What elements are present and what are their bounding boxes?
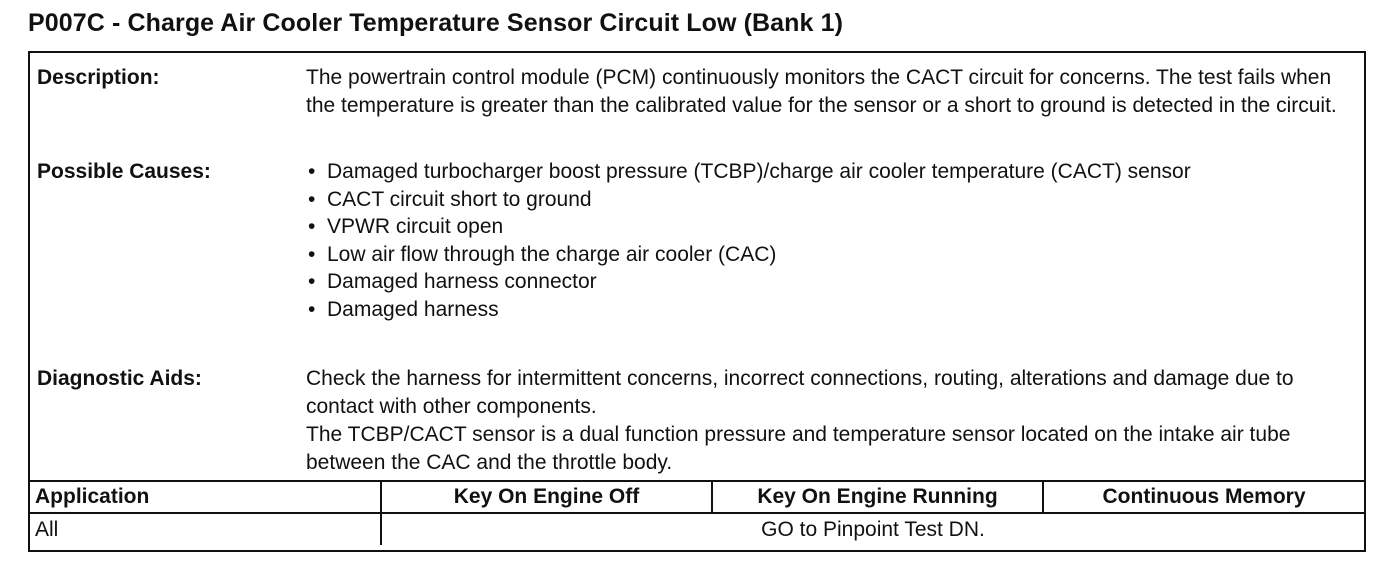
cause-item-text: Damaged harness <box>327 297 499 321</box>
cause-item-text: VPWR circuit open <box>327 215 504 238</box>
column-header-continuous-memory: Continuous Memory <box>1043 481 1364 513</box>
cause-item <box>306 268 1356 296</box>
bullet-glyph: • <box>308 297 316 321</box>
diagnostic-aids-text <box>306 365 1356 477</box>
pinpoint-test-cell: GO to Pinpoint Test DN. <box>381 513 1364 545</box>
description-text: The powertrain control module (PCM) continuously monitors the CACT circuit for concerns. The test fails when the temperature is greater than the calibrated value for the sensor or a short to ground is detected in the circuit. <box>306 66 1337 117</box>
column-header-koeo: Key On Engine Off <box>381 481 712 513</box>
diagnostic-aids-paragraph: Check the harness for intermittent concerns, incorrect connections, routing, alterations and damage due to contact with other components. <box>306 367 1294 418</box>
possible-causes-row <box>30 158 1364 354</box>
cause-item <box>306 186 1356 214</box>
cause-item-text: Low air flow through the charge air cooler (CAC) <box>327 242 777 266</box>
table-row <box>30 513 1364 545</box>
diagnostic-aids-row <box>30 365 1364 477</box>
page-title: P007C - Charge Air Cooler Temperature Sensor Circuit Low (Bank 1) <box>28 9 844 37</box>
description-row <box>30 64 1364 152</box>
column-header-application: Application <box>30 481 381 513</box>
cause-item <box>306 213 1356 241</box>
column-header-koer: Key On Engine Running <box>712 481 1043 513</box>
bullet-glyph: • <box>308 242 316 266</box>
bullet-glyph: • <box>308 160 316 183</box>
description-label: Description: <box>37 66 160 89</box>
diagnostic-aids-paragraph: The TCBP/CACT sensor is a dual function pressure and temperature sensor located on the intake air tube between the CAC and the throttle body. <box>306 423 1291 474</box>
bullet-glyph: • <box>308 187 316 211</box>
dtc-info-box <box>28 51 1366 552</box>
possible-causes-list-wrap <box>306 158 1356 323</box>
bullet-glyph: • <box>308 270 316 293</box>
table-header-row <box>30 481 1364 513</box>
possible-causes-label: Possible Causes: <box>37 160 211 183</box>
cause-item-text: CACT circuit short to ground <box>327 187 592 211</box>
cause-item <box>306 241 1356 269</box>
cause-item-text: Damaged harness connector <box>327 270 597 293</box>
cause-item <box>306 158 1356 186</box>
application-cell: All <box>30 513 381 545</box>
cause-item <box>306 296 1356 324</box>
diagnostic-aids-label: Diagnostic Aids: <box>37 367 202 390</box>
bullet-glyph: • <box>308 215 316 238</box>
possible-causes-list <box>306 158 1356 323</box>
application-table <box>30 480 1364 545</box>
cause-item-text: Damaged turbocharger boost pressure (TCBP)/charge air cooler temperature (CACT) sensor <box>327 160 1191 183</box>
